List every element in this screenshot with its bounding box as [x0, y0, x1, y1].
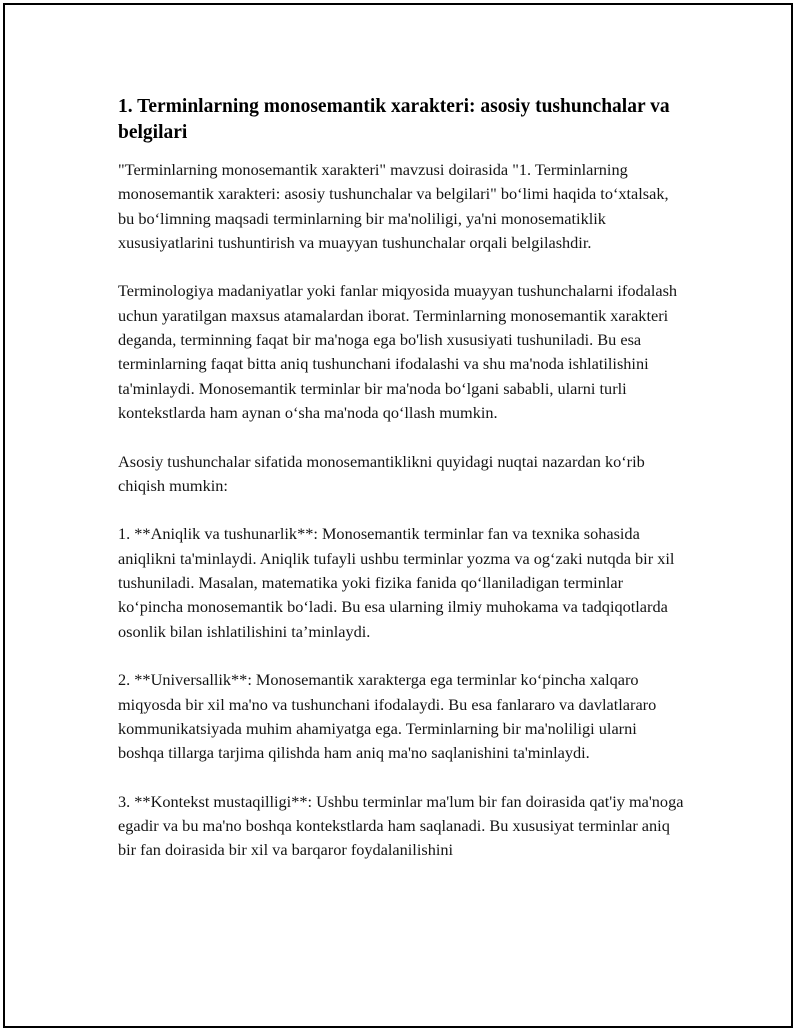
- list-item-context-independence: 3. **Kontekst mustaqilligi**: Ushbu terminlar ma'lum bir fan doirasida qat'iy ma'noga egadir va bu ma'no boshqa kontekstlarda ham saqlanadi. Bu xususiyat terminlar aniq bir fan doirasida bir xil va barqaror foydalanilishini: [118, 791, 684, 860]
- list-item-precision: 1. **Aniqlik va tushunarlik**: Monosemantik terminlar fan va texnika sohasida aniqlikni ta'minlaydi. Aniqlik tufayli ushbu terminlar yozma va og‘zaki nutqda bir xil tushuniladi. Masalan, matematika yoki fizika fanida qo‘llaniladigan terminlar ko‘pincha monosemantik bo‘ladi. Bu esa ularning ilmiy muhokama va tadqiqotlarda osonlik bilan ishlatilishini ta’minlaydi.: [118, 524, 675, 641]
- intro-paragraph: "Terminlarning monosemantik xarakteri" mavzusi doirasida "1. Terminlarning monosemantik xarakteri: asosiy tushunchalar va belgilari" bo‘limi haqida to‘xtalsak, bu bo‘limning maqsadi terminlarning bir ma'noliligi, ya'ni monosematiklik xususiyatlarini tushuntirish va muayyan tushunchalar orqali belgilashdir.: [118, 160, 669, 252]
- document-body: [118, 94, 684, 887]
- list-item-universality: 2. **Universallik**: Monosemantik xarakterga ega terminlar ko‘pincha xalqaro miqyosda bir xil ma'no va tushunchani ifodalaydi. Bu esa fanlararo va davlatlararo kommunikatsiyada muhim ahamiyatga ega. Terminlarning bir ma'noliligi ularni boshqa tillarga tarjima qilishda ham aniq ma'no saqlanishini ta'minlaydi.: [118, 670, 657, 763]
- terminology-paragraph: Terminologiya madaniyatlar yoki fanlar miqyosida muayyan tushunchalarni ifodalash uchun yaratilgan maxsus atamalardan iborat. Terminlarning monosemantik xarakteri deganda, terminning faqat bir ma'noga ega bo'lish xususiyati tushuniladi. Bu esa terminlarning faqat bitta aniq tushunchani ifodalashi va shu ma'noda ishlatilishini ta'minlaydi. Monosemantik terminlar bir ma'noda bo‘lgani sababli, ularni turli kontekstlarda ham aynan o‘sha ma'noda qo‘llash mumkin.: [118, 281, 678, 422]
- section-title: 1. Terminlarning monosemantik xarakteri: asosiy tushunchalar va belgilari: [118, 96, 670, 143]
- basic-concepts-paragraph: Asosiy tushunchalar sifatida monosemantiklikni quyidagi nuqtai nazardan ko‘rib chiqish mumkin:: [118, 451, 645, 495]
